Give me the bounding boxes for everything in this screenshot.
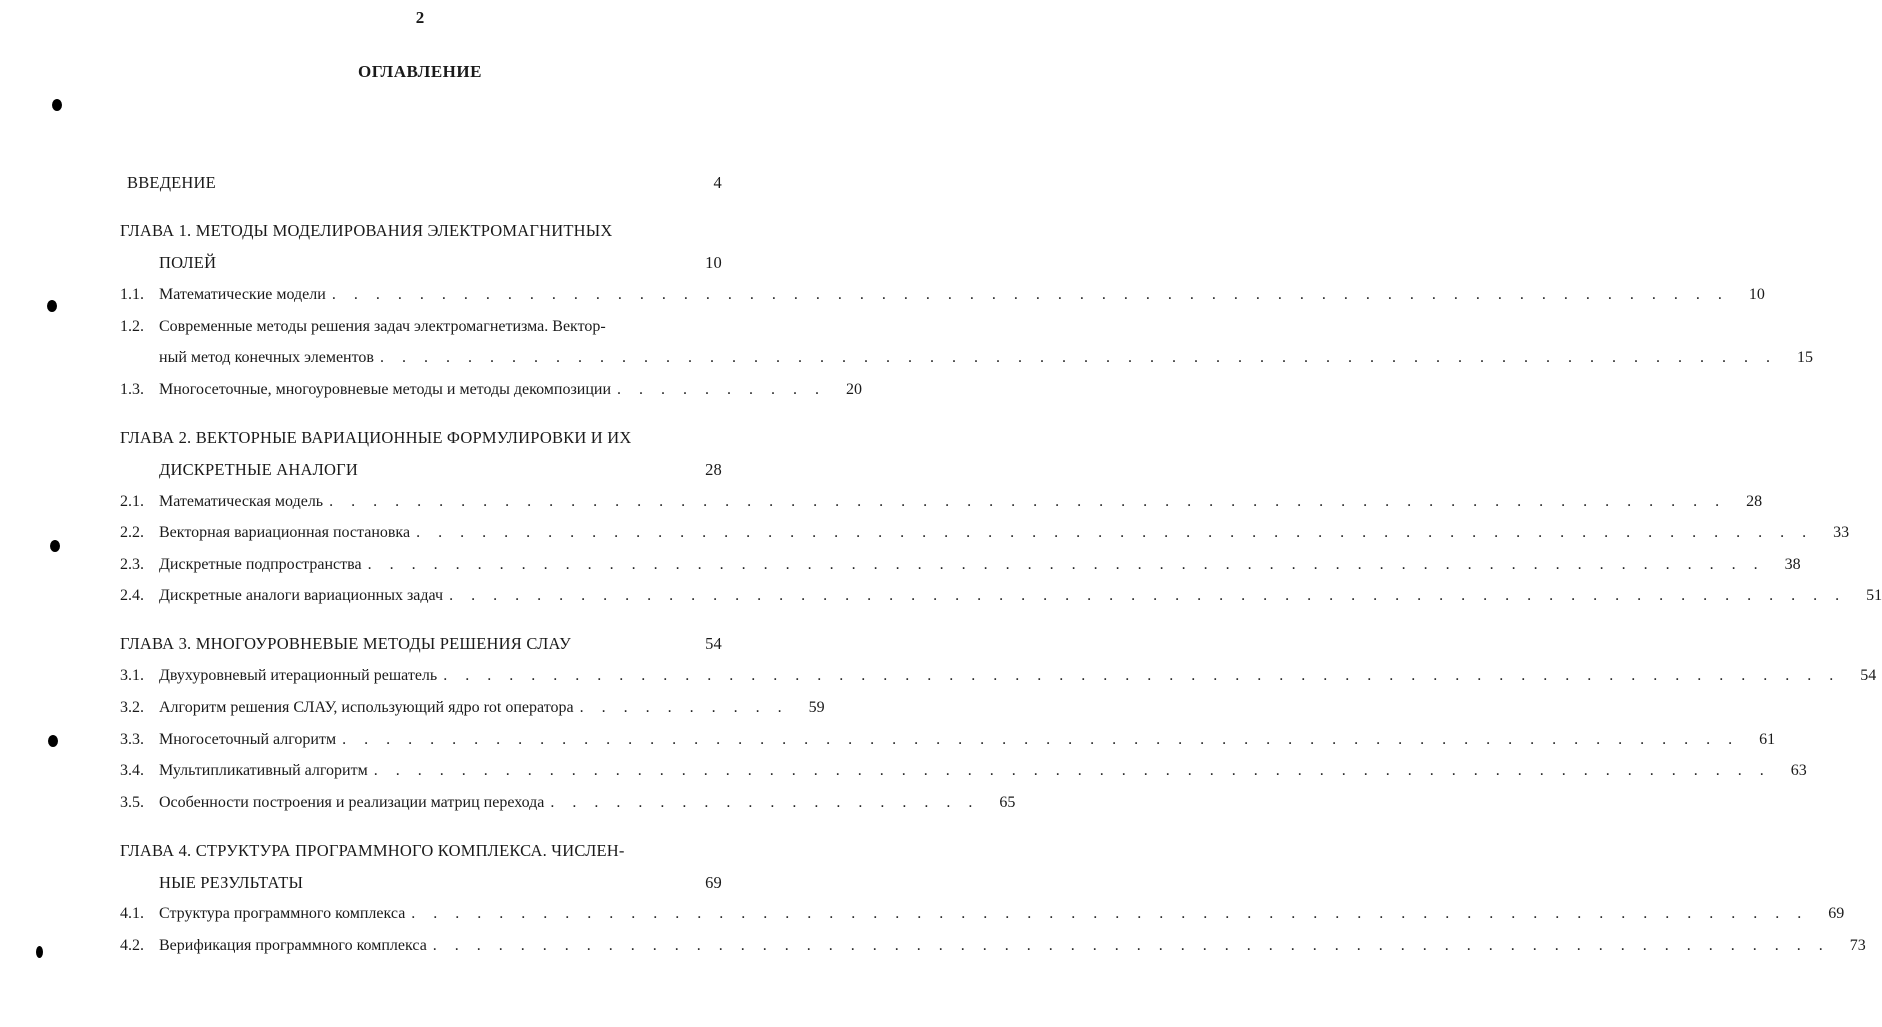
dot-leader: . . . . . . . . . . . . . . . . . . . . . . . . . . . . . . . . . . . . . . . . . . . . . . . . . . . . . . . . . . . . . . . .	[373, 762, 1771, 779]
toc-chapter-title: ГЛАВА 4. СТРУКТУРА ПРОГРАММНОГО КОМПЛЕКСА. ЧИСЛЕН-	[120, 841, 625, 860]
punch-hole	[36, 946, 43, 958]
toc-section-2-1[interactable]	[120, 490, 1763, 514]
toc-chapter-title: ПОЛЕЙ	[159, 253, 217, 272]
toc-chapter-4-line-2[interactable]	[159, 871, 722, 895]
toc-section-number: 4.2.	[120, 937, 144, 954]
toc-page: 63	[1790, 762, 1807, 779]
dot-leader: . . . . . . . . . . . . . . . . . . . .	[550, 794, 980, 811]
toc-chapter-2-line-1[interactable]	[120, 426, 722, 450]
toc-section-title: Верификация программного комплекса	[159, 937, 427, 954]
toc-section-number: 2.1.	[120, 493, 144, 510]
toc-section-title: Двухуровневый итерационный решатель	[159, 667, 438, 684]
toc-page: 69	[1828, 905, 1845, 922]
toc-page: 20	[846, 381, 863, 398]
toc-section-number: 3.5.	[120, 794, 144, 811]
toc-page: 54	[1860, 667, 1877, 684]
dot-leader: . . . . . . . . . . . . . . . . . . . . . . . . . . . . . . . . . . . . . . . . . . . . . . . . . . . . . . . . . . . . . . . .	[367, 556, 1765, 573]
toc-section-number: 2.4.	[120, 587, 144, 604]
toc-section-1-2[interactable]	[120, 315, 722, 339]
toc-section-number: 1.2.	[120, 318, 144, 335]
toc-chapter-title: НЫЕ РЕЗУЛЬТАТЫ	[159, 873, 304, 892]
toc-page: 4	[713, 173, 722, 192]
toc-page: 10	[1748, 286, 1765, 303]
toc-chapter-title: ГЛАВА 3. МНОГОУРОВНЕВЫЕ МЕТОДЫ РЕШЕНИЯ СЛАУ	[120, 634, 572, 653]
toc-chapter-1-line-2[interactable]	[159, 251, 722, 275]
toc-section-1-3[interactable]	[120, 378, 863, 402]
toc-page: 28	[1746, 493, 1763, 510]
toc-page: 33	[1833, 524, 1850, 541]
toc-section-title: Современные методы решения задач электромагнетизма. Вектор-	[159, 318, 606, 335]
dot-leader: . . . . . . . . . . . . . . . . . . . . . . . . . . . . . . . . . . . . . . . . . . . . . . . . . . . . . . . . . . . . . . . .	[342, 731, 1740, 748]
toc-section-title: Векторная вариационная постановка	[159, 524, 411, 541]
toc-section-title: Мультипликативный алгоритм	[159, 762, 368, 779]
dot-leader: . . . . . . . . . . . . . . . . . . . . . . . . . . . . . . . . . . . . . . . . . . . . . . . . . . . . . . . . . . . . . . . .	[449, 587, 1847, 604]
toc-page: 54	[705, 634, 722, 653]
punch-hole	[48, 735, 58, 747]
toc-section-number: 3.2.	[120, 699, 144, 716]
toc-section-title: Многосеточные, многоуровневые методы и методы декомпозиции	[159, 381, 612, 398]
page-number: 2	[415, 8, 425, 27]
toc-section-title: Многосеточный алгоритм	[159, 731, 337, 748]
toc-section-number: 3.1.	[120, 667, 144, 684]
toc-section-3-4[interactable]	[120, 759, 1807, 783]
toc-page: 61	[1759, 731, 1776, 748]
toc-section-title: Дискретные аналоги вариационных задач	[159, 587, 444, 604]
toc-introduction-label: ВВЕДЕНИЕ	[127, 173, 216, 192]
dot-leader: . . . . . . . . . . . . . . . . . . . . . . . . . . . . . . . . . . . . . . . . . . . . . . . . . . . . . . . . . . . . . . . .	[443, 667, 1841, 684]
toc-section-title: ный метод конечных элементов	[159, 349, 374, 366]
dot-leader: . . . . . . . . . . . . . . . . . . . . . . . . . . . . . . . . . . . . . . . . . . . . . . . . . . . . . . . . . . . . . . . .	[331, 286, 1729, 303]
toc-chapter-4-line-1[interactable]	[120, 839, 722, 863]
toc-section-title: Структура программного комплекса	[159, 905, 406, 922]
toc-section-title: Алгоритм решения СЛАУ, использующий ядро rot оператора	[159, 699, 574, 716]
toc-page: 65	[999, 794, 1016, 811]
punch-hole	[47, 300, 57, 312]
page-title: ОГЛАВЛЕНИЕ	[358, 62, 482, 81]
dot-leader: . . . . . . . . . . . . . . . . . . . . . . . . . . . . . . . . . . . . . . . . . . . . . . . . . . . . . . . . . . . . . . . .	[411, 905, 1809, 922]
toc-page: 51	[1866, 587, 1882, 604]
toc-section-number: 2.2.	[120, 524, 144, 541]
toc-introduction[interactable]	[127, 171, 722, 195]
toc-section-number: 1.1.	[120, 286, 144, 303]
toc-page: 15	[1796, 349, 1813, 366]
toc-section-2-4[interactable]	[120, 584, 1882, 608]
toc-section-4-2[interactable]	[120, 934, 1866, 958]
toc-section-number: 2.3.	[120, 556, 144, 573]
dot-leader: . . . . . . . . . .	[617, 381, 827, 398]
toc-section-1-1[interactable]	[120, 283, 1765, 307]
toc-section-title: Дискретные подпространства	[159, 556, 362, 573]
toc-section-number: 4.1.	[120, 905, 144, 922]
toc-section-3-3[interactable]	[120, 728, 1776, 752]
toc-section-4-1[interactable]	[120, 902, 1845, 926]
toc-page: 10	[705, 253, 722, 272]
toc-chapter-1-line-1[interactable]	[120, 219, 722, 243]
punch-hole	[50, 540, 60, 552]
toc-chapter-title: ГЛАВА 2. ВЕКТОРНЫЕ ВАРИАЦИОННЫЕ ФОРМУЛИРОВКИ И ИХ	[120, 428, 632, 447]
toc-page: 59	[808, 699, 825, 716]
toc-section-title: Особенности построения и реализации матриц перехода	[159, 794, 545, 811]
toc-chapter-title: ГЛАВА 1. МЕТОДЫ МОДЕЛИРОВАНИЯ ЭЛЕКТРОМАГНИТНЫХ	[120, 221, 613, 240]
toc-section-2-3[interactable]	[120, 553, 1801, 577]
toc-page: 38	[1784, 556, 1801, 573]
toc-chapter-title: ДИСКРЕТНЫЕ АНАЛОГИ	[159, 460, 358, 479]
toc-page: 73	[1849, 937, 1866, 954]
toc-section-2-2[interactable]	[120, 521, 1850, 545]
dot-leader: . . . . . . . . . . . . . . . . . . . . . . . . . . . . . . . . . . . . . . . . . . . . . . . . . . . . . . . . . . . . . . . .	[432, 937, 1830, 954]
dot-leader: . . . . . . . . . .	[579, 699, 789, 716]
toc-section-number: 3.4.	[120, 762, 144, 779]
toc-section-1-2-cont[interactable]	[159, 346, 1813, 370]
toc-section-title: Математическая модель	[159, 493, 324, 510]
toc-section-number: 1.3.	[120, 381, 144, 398]
dot-leader: . . . . . . . . . . . . . . . . . . . . . . . . . . . . . . . . . . . . . . . . . . . . . . . . . . . . . . . . . . . . . . . .	[329, 493, 1727, 510]
dot-leader: . . . . . . . . . . . . . . . . . . . . . . . . . . . . . . . . . . . . . . . . . . . . . . . . . . . . . . . . . . . . . . . .	[379, 349, 1777, 366]
toc-chapter-2-line-2[interactable]	[159, 458, 722, 482]
toc-section-3-5[interactable]	[120, 791, 1016, 815]
toc-section-number: 3.3.	[120, 731, 144, 748]
toc-section-3-1[interactable]	[120, 664, 1877, 688]
toc-section-3-2[interactable]	[120, 696, 825, 720]
dot-leader: . . . . . . . . . . . . . . . . . . . . . . . . . . . . . . . . . . . . . . . . . . . . . . . . . . . . . . . . . . . . . . . .	[416, 524, 1814, 541]
toc-page: 28	[705, 460, 722, 479]
toc-section-title: Математические модели	[159, 286, 326, 303]
toc-page: 69	[705, 873, 722, 892]
punch-hole	[52, 99, 62, 111]
toc-chapter-3[interactable]	[120, 632, 722, 656]
